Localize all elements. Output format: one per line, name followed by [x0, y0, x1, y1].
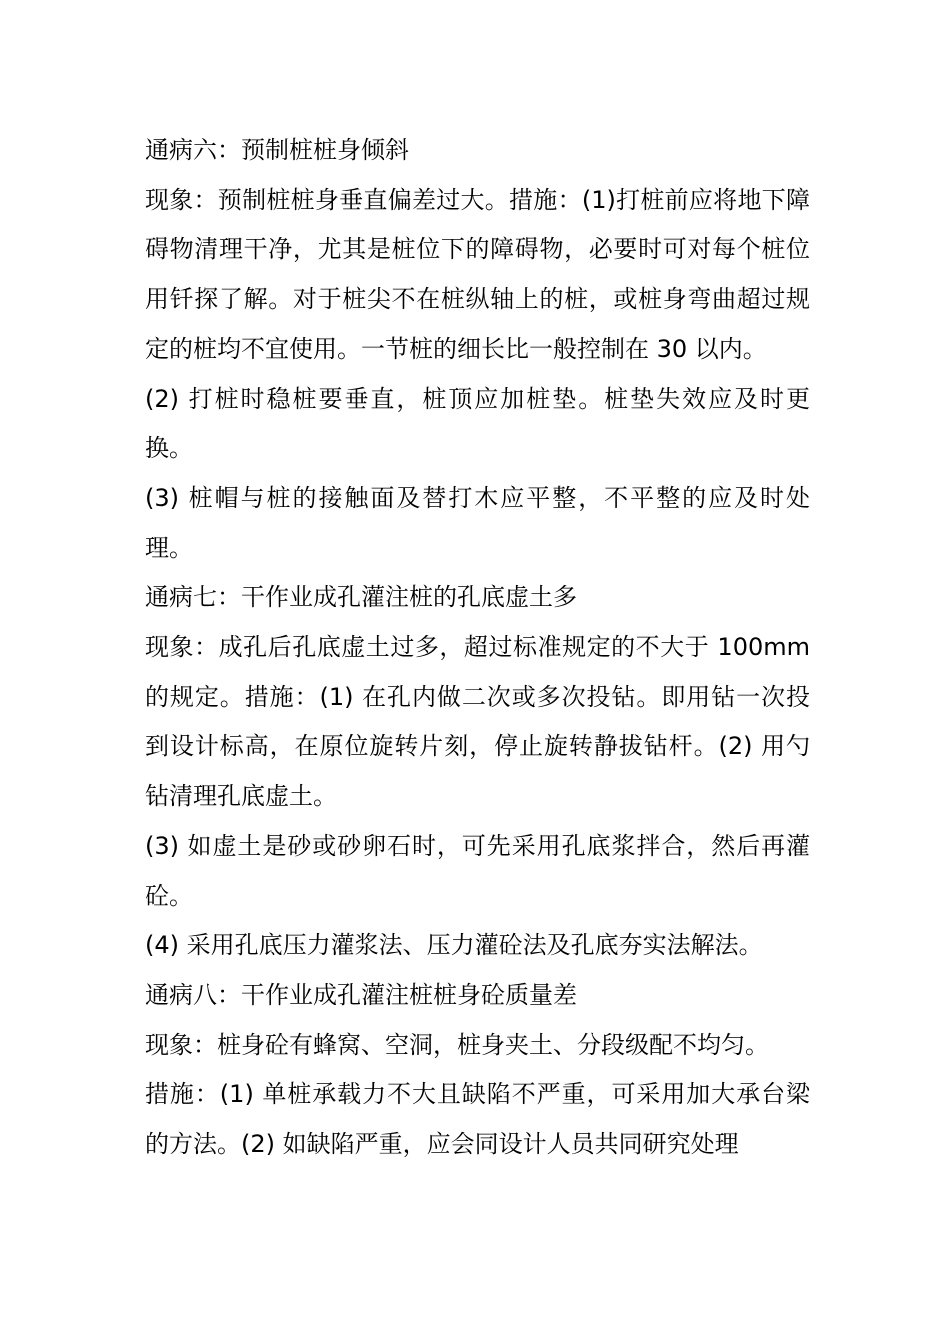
document-body: [145, 126, 810, 1170]
heading-defect-eight: 通病八：干作业成孔灌注桩桩身砼质量差: [145, 980, 577, 1009]
heading-defect-seven: 通病七：干作业成孔灌注桩的孔底虚土多: [145, 583, 577, 612]
paragraph-defect-seven-measure-3: (3) 如虚土是砂或砂卵石时，可先采用孔底浆拌合，然后再灌砼。: [145, 831, 810, 910]
paragraph-defect-eight-measures: 措施：(1) 单桩承载力不大且缺陷不严重，可采用加大承台梁的方法。(2) 如缺陷严重，应会同设计人员共同研究处理: [145, 1080, 810, 1159]
paragraph-defect-six-measure-2: (2) 打桩时稳桩要垂直，桩顶应加桩垫。桩垫失效应及时更换。: [145, 384, 810, 463]
paragraph-defect-seven-measure-4: (4) 采用孔底压力灌浆法、压力灌砼法及孔底夯实法解法。: [145, 931, 763, 960]
paragraph-defect-six-measure-3: (3) 桩帽与桩的接触面及替打木应平整，不平整的应及时处理。: [145, 483, 810, 562]
paragraph-defect-six-phenomenon: 现象：预制桩桩身垂直偏差过大。措施：(1)打桩前应将地下障碍物清理干净，尤其是桩位下的障碍物，必要时可对每个桩位用钎探了解。对于桩尖不在桩纵轴上的桩，或桩身弯曲超过规定的桩均不宜使用。一节桩的细长比一般控制在 30 以内。: [145, 185, 810, 363]
paragraph-defect-eight-phenomenon: 现象：桩身砼有蜂窝、空洞，桩身夹土、分段级配不均匀。: [145, 1030, 769, 1059]
heading-defect-six: 通病六：预制桩桩身倾斜: [145, 136, 409, 164]
paragraph-defect-seven-phenomenon: 现象：成孔后孔底虚土过多，超过标准规定的不大于 100mm 的规定。措施：(1) 在孔内做二次或多次投钻。即用钻一次投到设计标高，在原位旋转片刻，停止旋转静拔钻杆。(2) 用勺钻清理孔底虚土。: [145, 633, 810, 811]
